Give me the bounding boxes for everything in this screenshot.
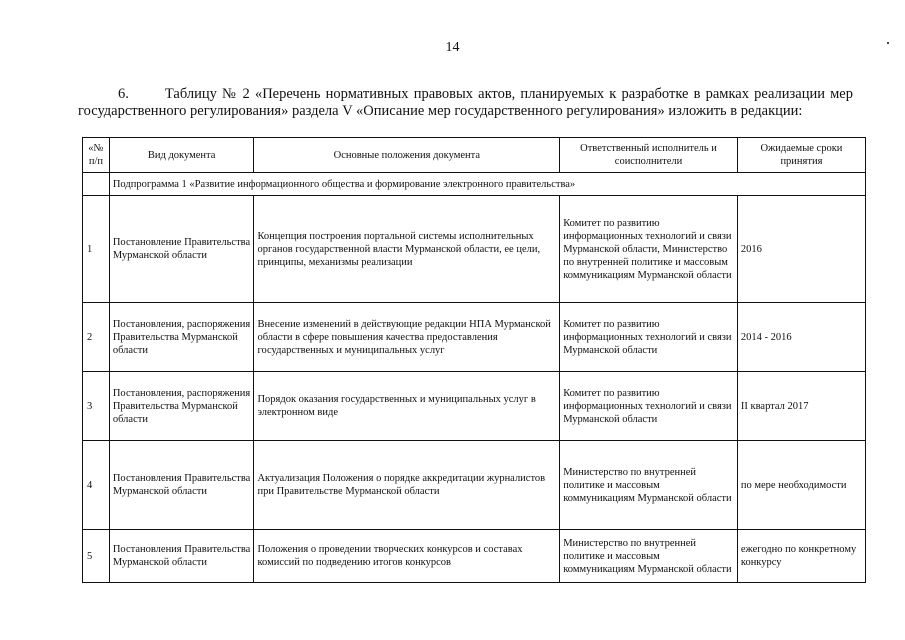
table-row: [83, 441, 866, 530]
page-number: 14: [445, 40, 460, 55]
scan-speck: [887, 42, 889, 44]
row-doc-type: Постановления, распоряжения Правительства Мурманской области: [109, 372, 254, 441]
row-num: 5: [83, 530, 110, 583]
row-term: 2016: [737, 196, 865, 303]
header-doc-type: Вид документа: [109, 138, 254, 173]
table-row: [83, 303, 866, 372]
row-executor: Комитет по развитию информационных технологий и связи Мурманской области, Министерство по внутренней политике и массовым коммуникациям Мурманской области: [560, 196, 738, 303]
row-executor: Комитет по развитию информационных технологий и связи Мурманской области: [560, 372, 738, 441]
row-executor: Комитет по развитию информационных технологий и связи Мурманской области: [560, 303, 738, 372]
row-doc-type: Постановления, распоряжения Правительства Мурманской области: [109, 303, 254, 372]
row-num: 4: [83, 441, 110, 530]
row-doc-type: Постановления Правительства Мурманской области: [109, 530, 254, 583]
row-executor: Министерство по внутренней политике и массовым коммуникациям Мурманской области: [560, 441, 738, 530]
row-doc-content: Порядок оказания государственных и муниципальных услуг в электронном виде: [254, 372, 560, 441]
row-executor: Министерство по внутренней политике и массовым коммуникациям Мурманской области: [560, 530, 738, 583]
table-row: [83, 196, 866, 303]
header-executor: Ответственный исполнитель и соисполнители: [560, 138, 738, 173]
row-doc-content: Положения о проведении творческих конкурсов и составах комиссий по подведению итогов конкурсов: [254, 530, 560, 583]
subprogram-num-cell: [83, 173, 110, 196]
row-term: II квартал 2017: [737, 372, 865, 441]
row-term: 2014 - 2016: [737, 303, 865, 372]
subprogram-row: [83, 173, 866, 196]
header-term: Ожидаемые сроки принятия: [737, 138, 865, 173]
header-num: «№ п/п: [83, 138, 110, 173]
row-num: 1: [83, 196, 110, 303]
table-row: [83, 530, 866, 583]
row-doc-type: Постановления Правительства Мурманской области: [109, 441, 254, 530]
row-doc-content: Актуализация Положения о порядке аккредитации журналистов при Правительстве Мурманской области: [254, 441, 560, 530]
subprogram-title: Подпрограмма 1 «Развитие информационного общества и формирование электронного правительства»: [109, 173, 865, 196]
header-doc-content: Основные положения документа: [254, 138, 560, 173]
intro-paragraph: 6. Таблицу № 2 «Перечень нормативных правовых актов, планируемых к разработке в рамках реализации мер государственного регулирования» раздела V «Описание мер государственного регулирования» изложить в редакции:: [78, 86, 853, 119]
regulatory-acts-table: [82, 137, 866, 583]
row-num: 2: [83, 303, 110, 372]
table-row: [83, 372, 866, 441]
row-term: ежегодно по конкретному конкурсу: [737, 530, 865, 583]
row-doc-content: Концепция построения портальной системы исполнительных органов государственной власти Мурманской области, ее цели, принципы, механизмы реализации: [254, 196, 560, 303]
row-doc-type: Постановление Правительства Мурманской области: [109, 196, 254, 303]
table-header-row: [83, 138, 866, 173]
row-term: по мере необходимости: [737, 441, 865, 530]
row-doc-content: Внесение изменений в действующие редакции НПА Мурманской области в сфере повышения качества предоставления государственных и муниципальных услуг: [254, 303, 560, 372]
row-num: 3: [83, 372, 110, 441]
